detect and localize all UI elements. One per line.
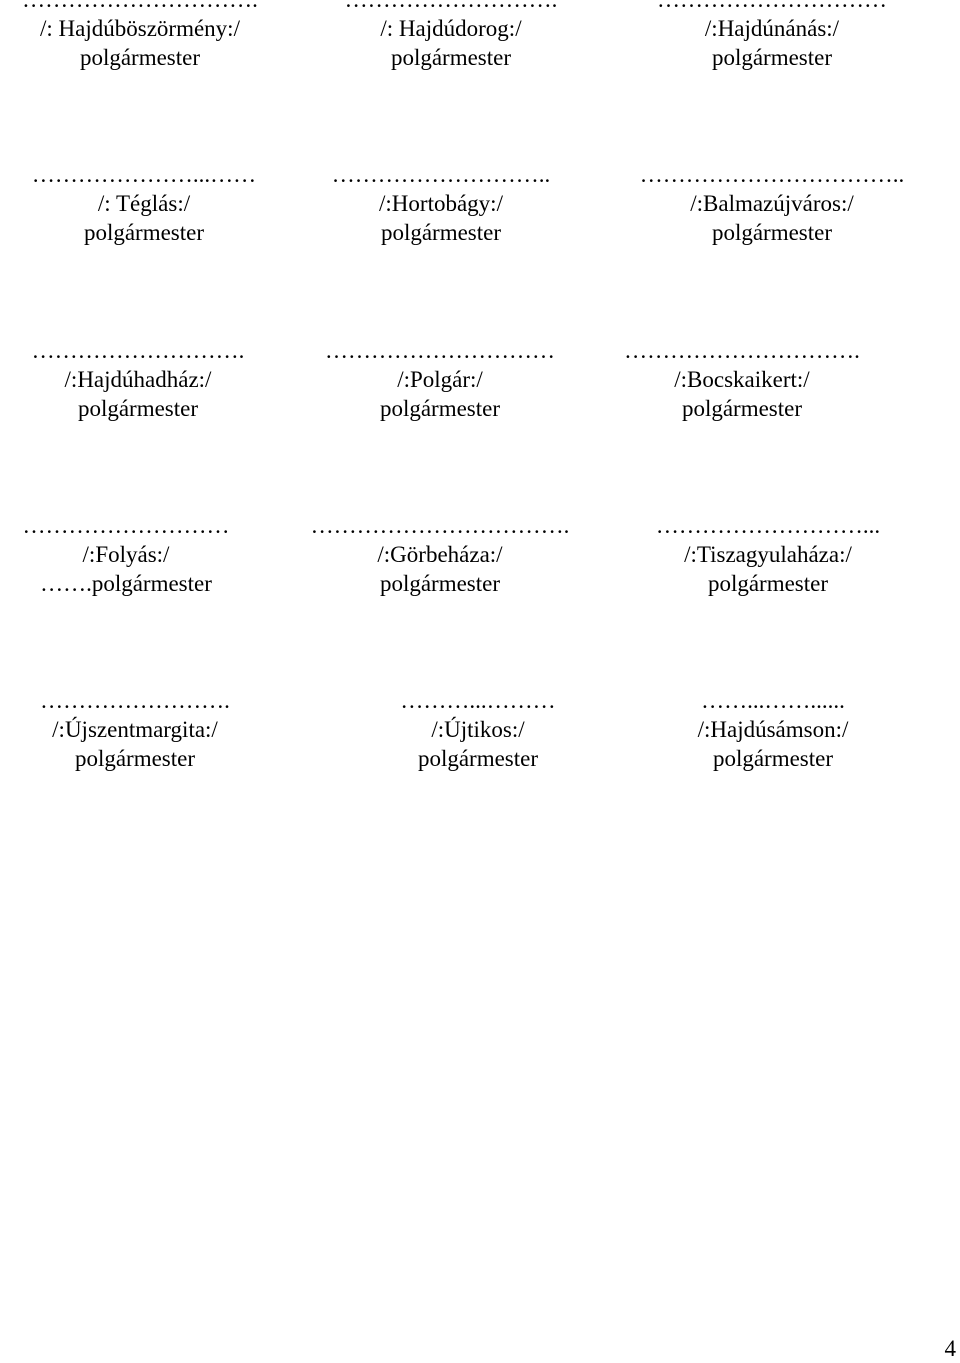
signature-place: /:Újtikos:/	[431, 717, 525, 742]
signature-place: /:Folyás:/	[82, 542, 170, 567]
signature-place: /:Hajdúsámson:/	[697, 717, 849, 742]
signature-title: polgármester	[712, 746, 834, 771]
signature-block-bocskaikert	[592, 336, 892, 423]
signature-title: polgármester	[77, 396, 199, 421]
signature-place: /:Bocskaikert:/	[674, 367, 810, 392]
signature-title: polgármester	[711, 45, 833, 70]
signature-place: /:Hajdúnánás:/	[704, 16, 840, 41]
signature-line: ………………………….	[624, 338, 860, 363]
signature-line: ……...……......	[701, 688, 845, 713]
signature-block-gorbehaza	[290, 511, 590, 598]
signature-line: ……………………….	[31, 338, 245, 363]
signature-title: polgármester	[707, 571, 829, 596]
signature-block-balmazujvaros	[622, 160, 922, 247]
signature-title: polgármester	[390, 45, 512, 70]
signature-block-tiszagyulahaza	[618, 511, 918, 598]
signature-block-polgar	[290, 336, 590, 423]
signature-place: /:Balmazújváros:/	[690, 191, 854, 216]
signature-title: …….polgármester	[40, 571, 212, 596]
signature-place: /:Görbeháza:/	[377, 542, 503, 567]
signature-place: /:Újszentmargita:/	[52, 717, 218, 742]
signature-line	[301, 0, 601, 14]
signature-line: ………...………	[400, 688, 556, 713]
signature-line: ………………………	[22, 513, 230, 538]
signature-block-hajdunanas	[622, 0, 922, 72]
signature-title: polgármester	[711, 220, 833, 245]
signature-line	[622, 0, 922, 14]
signature-line: ………………………...	[655, 513, 881, 538]
signature-title: polgármester	[79, 45, 201, 70]
signature-title: polgármester	[380, 220, 502, 245]
signature-line: …………………...……	[31, 162, 257, 187]
signature-place: /:Hajdúhadház:/	[64, 367, 212, 392]
signature-title: polgármester	[681, 396, 803, 421]
signature-title: polgármester	[417, 746, 539, 771]
signature-block-hajduboszormeny	[0, 0, 290, 72]
signature-place: /: Hajdúböszörmény:/	[40, 16, 240, 41]
signature-line: ……………………………..	[639, 162, 905, 187]
signature-title: polgármester	[74, 746, 196, 771]
signature-line: ………………………..	[331, 162, 551, 187]
signature-block-ujszentmargita	[0, 686, 285, 773]
signature-line: …………………………	[325, 338, 555, 363]
page-number: 4	[944, 1336, 956, 1361]
signature-place: /: Hajdúdorog:/	[380, 16, 522, 41]
signature-block-hajdusamson	[623, 686, 923, 773]
signature-line: …………………………….	[310, 513, 570, 538]
signature-place: /:Hortobágy:/	[379, 191, 503, 216]
signature-place: /:Polgár:/	[397, 367, 483, 392]
signature-line	[0, 0, 290, 14]
signature-title: polgármester	[83, 220, 205, 245]
signature-place: /: Téglás:/	[97, 191, 191, 216]
signature-block-folyas	[0, 511, 276, 598]
signature-title: polgármester	[379, 571, 501, 596]
signature-block-ujtikos	[328, 686, 628, 773]
signature-block-hajdudorog	[301, 0, 601, 72]
signature-block-teglas	[0, 160, 294, 247]
signature-place: /:Tiszagyulaháza:/	[684, 542, 852, 567]
signature-title: polgármester	[379, 396, 501, 421]
signature-block-hajduhadhaz	[0, 336, 288, 423]
signature-line: …………………….	[40, 688, 230, 713]
signature-block-hortobagy	[291, 160, 591, 247]
